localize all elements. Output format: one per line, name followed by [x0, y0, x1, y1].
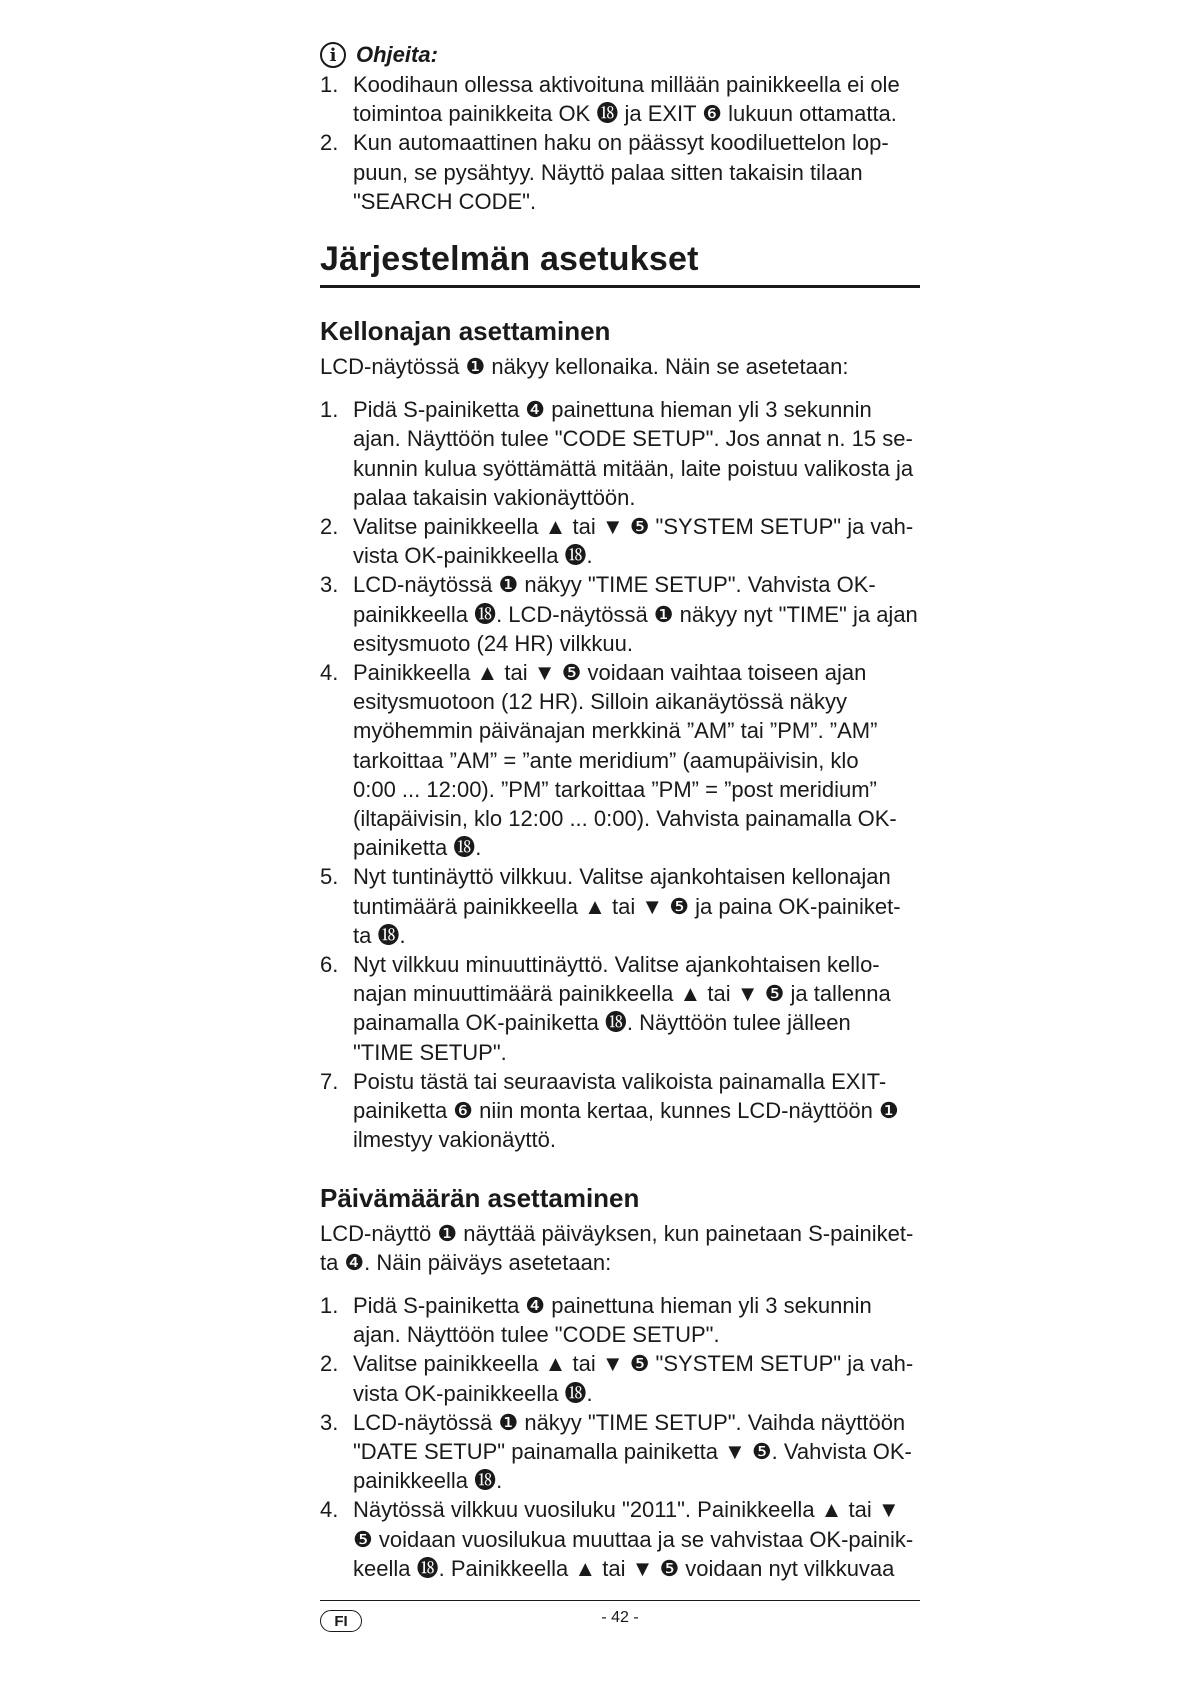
- info-icon: i: [320, 42, 346, 68]
- item-text: Pidä S-painiketta ❹ painettuna hieman yli 3 sekunnin ajan. Näyttöön tulee "CODE SETUP".: [353, 1292, 872, 1348]
- list-item: [320, 128, 920, 216]
- list-item: [320, 1408, 920, 1496]
- item-text: Pidä S-painiketta ❹ painettuna hieman yli 3 sekunnin ajan. Näyttöön tulee "CODE SETUP". Jos annat n. 15 se- kunnin kulua syöttämättä mitään, laite poistuu valikosta ja palaa takaisin vakionäyttöön.: [353, 397, 914, 510]
- clock-steps: [320, 395, 920, 1154]
- item-text: Nyt vilkkuu minuuttinäyttö. Valitse ajankohtaisen kello- najan minuuttimäärä painikkeella ▲ tai ▼ ❺ ja tallenna painamalla OK-painiketta ⓲. Näyttöön tulee jälleen "TIME SETUP".: [353, 952, 891, 1065]
- list-item: [320, 512, 920, 570]
- item-text: Nyt tuntinäyttö vilkkuu. Valitse ajankohtaisen kellonajan tuntimäärä painikkeella ▲ tai ▼ ❺ ja paina OK-painiket- ta ⓲.: [353, 864, 901, 948]
- date-subheading: Päivämäärän asettaminen: [320, 1182, 640, 1213]
- note-title: Ohjeita:: [356, 42, 438, 67]
- item-text: Valitse painikkeella ▲ tai ▼ ❺ "SYSTEM SETUP" ja vah- vista OK-painikkeella ⓲.: [353, 1351, 914, 1406]
- list-item: [320, 1495, 920, 1583]
- section-heading: Järjestelmän asetukset: [320, 240, 920, 288]
- date-intro: LCD-näyttö ❶ näyttää päiväyksen, kun painetaan S-painiket- ta ❹. Näin päiväys asetetaan:: [320, 1220, 914, 1275]
- item-number: 1.: [320, 72, 339, 97]
- page-content: [320, 40, 920, 1583]
- list-item: [320, 70, 920, 128]
- list-item: [320, 950, 920, 1067]
- list-item: [320, 570, 920, 658]
- item-text: Painikkeella ▲ tai ▼ ❺ voidaan vaihtaa toiseen ajan esitysmuotoon (12 HR). Silloin aikanäytössä näkyy myöhemmin päivänajan merkkinä ”AM” tai ”PM”. ”AM” tarkoittaa ”AM” = ”ante meridium” (aamupäivisin, klo 0:00 ... 12:00). ”PM” tarkoittaa ”PM” = ”post meridium” (iltapäivisin, klo 12:00 ... 0:00). Vahvista painamalla OK- painiketta ⓲.: [353, 660, 897, 861]
- item-text: Kun automaattinen haku on päässyt koodiluettelon lop- puun, se pysähtyy. Näyttö palaa sitten takaisin tilaan "SEARCH CODE".: [353, 130, 889, 214]
- item-number: 1.: [320, 397, 339, 423]
- clock-intro: LCD-näytössä ❶ näkyy kellonaika. Näin se asetetaan:: [320, 354, 849, 380]
- note-list: [320, 70, 920, 216]
- page-footer: [320, 1600, 920, 1641]
- list-item: [320, 1349, 920, 1407]
- date-steps: [320, 1291, 920, 1583]
- item-text: Näytössä vilkkuu vuosiluku "2011". Painikkeella ▲ tai ▼ ❺ voidaan vuosilukua muuttaa ja se vahvistaa OK-painik- keella ⓲. Painikkeella ▲ tai ▼ ❺ voidaan nyt vilkkuvaa: [353, 1497, 914, 1581]
- list-item: [320, 1291, 920, 1349]
- item-number: 3.: [320, 572, 339, 598]
- item-text: Valitse painikkeella ▲ tai ▼ ❺ "SYSTEM SETUP" ja vah- vista OK-painikkeella ⓲.: [353, 514, 914, 569]
- language-badge: FI: [320, 1610, 362, 1632]
- item-number: 2.: [320, 130, 339, 156]
- item-text: LCD-näytössä ❶ näkyy "TIME SETUP". Vahvista OK- painikkeella ⓲. LCD-näytössä ❶ näkyy nyt "TIME" ja ajan esitysmuoto (24 HR) vilkkuu.: [353, 572, 918, 656]
- page-number: - 42 -: [601, 1609, 639, 1626]
- item-text: Koodihaun ollessa aktivoituna millään painikkeella ei ole toimintoa painikkeita OK ⓲ ja EXIT ❻ lukuun ottamatta.: [353, 72, 900, 127]
- item-number: 5.: [320, 864, 339, 890]
- item-text: Poistu tästä tai seuraavista valikoista painamalla EXIT- painiketta ❻ niin monta kertaa, kunnes LCD-näyttöön ❶ ilmestyy vakionäyttö.: [353, 1068, 899, 1153]
- item-number: 7.: [320, 1068, 339, 1094]
- note-heading: [320, 40, 920, 70]
- item-number: 4.: [320, 1497, 339, 1523]
- list-item: [320, 395, 920, 512]
- item-number: 3.: [320, 1409, 339, 1435]
- item-number: 2.: [320, 1351, 339, 1377]
- list-item: [320, 862, 920, 950]
- list-item: [320, 1067, 920, 1155]
- item-text: LCD-näytössä ❶ näkyy "TIME SETUP". Vaihda näyttöön "DATE SETUP" painamalla painiketta ▼ ❺. Vahvista OK- painikkeella ⓲.: [353, 1409, 912, 1494]
- item-number: 1.: [320, 1292, 339, 1318]
- list-item: [320, 658, 920, 862]
- item-number: 4.: [320, 660, 339, 686]
- clock-subheading: Kellonajan asettaminen: [320, 316, 611, 347]
- item-number: 6.: [320, 952, 339, 978]
- item-number: 2.: [320, 514, 339, 540]
